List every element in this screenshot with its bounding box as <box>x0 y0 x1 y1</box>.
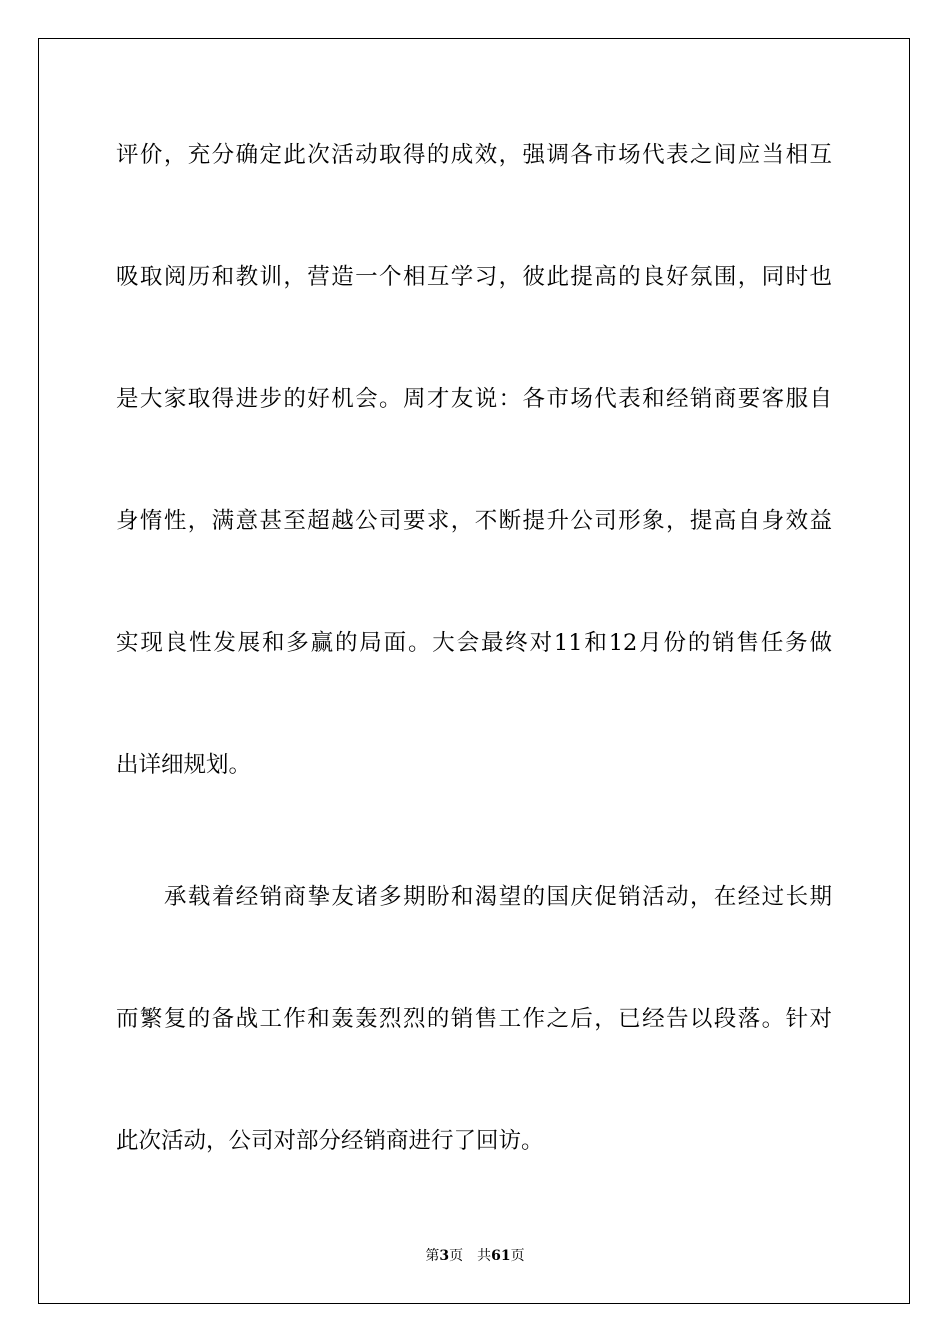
page-footer <box>0 1247 950 1265</box>
page-border <box>38 38 910 1304</box>
total-label-suffix: 页 <box>510 1248 525 1264</box>
body-text-line: 出详细规划。 <box>116 752 252 778</box>
page-number: 3 <box>439 1248 450 1264</box>
body-text-line: 是大家取得进步的好机会。周才友说：各市场代表和经销商要客服自 <box>116 386 832 412</box>
body-text-line: 吸取阅历和教训，营造一个相互学习，彼此提高的良好氛围，同时也 <box>116 264 832 290</box>
body-text-line: 实现良性发展和多赢的局面。大会最终对11和12月份的销售任务做 <box>116 630 832 656</box>
total-label-prefix: 共 <box>477 1248 492 1264</box>
total-pages: 61 <box>491 1248 511 1264</box>
body-text-line: 而繁复的备战工作和轰轰烈烈的销售工作之后，已经告以段落。针对 <box>116 1006 832 1032</box>
body-text-line: 身惰性，满意甚至超越公司要求，不断提升公司形象，提高自身效益 <box>116 508 832 534</box>
page-label-prefix: 第 <box>425 1248 440 1264</box>
body-text-line: 此次活动，公司对部分经销商进行了回访。 <box>116 1128 544 1154</box>
body-text-line: 评价，充分确定此次活动取得的成效，强调各市场代表之间应当相互 <box>116 142 832 168</box>
page-label-suffix: 页 <box>449 1248 464 1264</box>
paragraph-first-line: 承载着经销商挚友诸多期盼和渴望的国庆促销活动，在经过长期 <box>164 884 832 910</box>
